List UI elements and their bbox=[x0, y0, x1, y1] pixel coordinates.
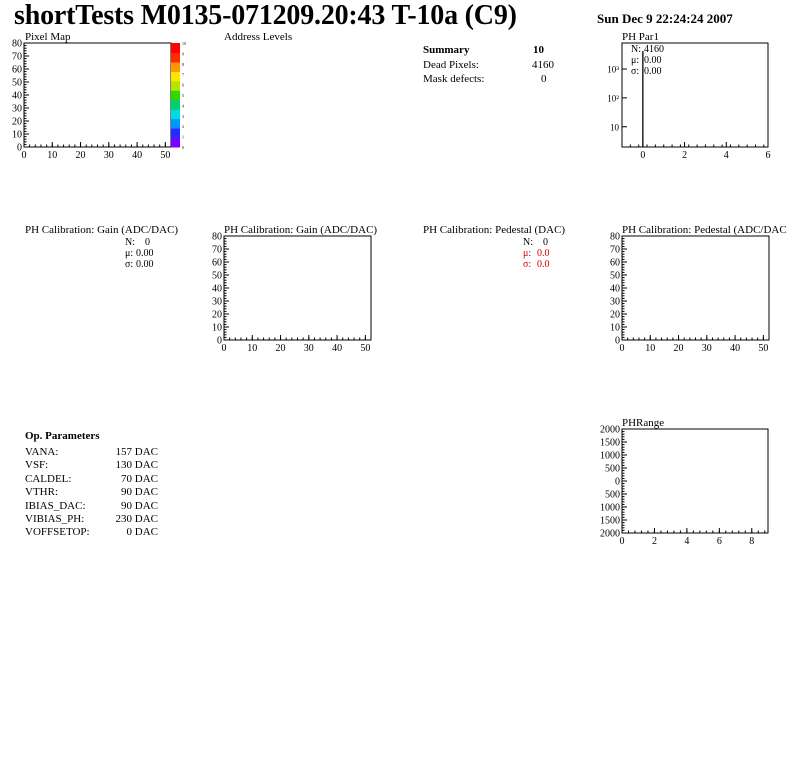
ph_range-ytick-label: 2000 bbox=[600, 424, 620, 436]
pedestal_map-frame bbox=[622, 236, 769, 340]
pedestal_map-ytick-label: 30 bbox=[610, 296, 620, 308]
summary-row-label: Dead Pixels: bbox=[423, 59, 479, 71]
timestamp: Sun Dec 9 22:24:24 2007 bbox=[597, 11, 733, 26]
gain_map-ytick-label: 60 bbox=[212, 257, 222, 269]
pixel-map-title: Pixel Map bbox=[25, 31, 71, 43]
stat-label: μ: bbox=[125, 248, 134, 259]
colorbar-segment bbox=[171, 138, 180, 148]
summary-row-label: Mask defects: bbox=[423, 73, 485, 85]
pedestal_map-ytick-label: 60 bbox=[610, 257, 620, 269]
colorbar-label: 8 bbox=[182, 61, 184, 67]
gain_map-xtick-label: 20 bbox=[275, 343, 286, 354]
gain_map-ytick-label: 30 bbox=[212, 296, 222, 308]
pedestal_map-xtick-label: 50 bbox=[758, 343, 769, 354]
pixel_map-xtick-label: 40 bbox=[132, 150, 143, 161]
gain_map-xtick-label: 50 bbox=[360, 343, 371, 354]
ph_range-ytick-label: 1500 bbox=[600, 437, 620, 449]
colorbar-segment bbox=[171, 119, 180, 129]
gain_map-ytick-label: 10 bbox=[212, 322, 222, 334]
op-param-value: 70 DAC bbox=[121, 472, 158, 485]
stat-value: 0.00 bbox=[644, 55, 662, 66]
gain_map-xtick-label: 0 bbox=[221, 343, 227, 354]
colorbar-label: 6 bbox=[182, 82, 184, 88]
summary-title: Summary bbox=[423, 44, 470, 56]
colorbar-label: 5 bbox=[182, 93, 184, 98]
ph_range-ytick-label: 1000 bbox=[600, 450, 620, 462]
ph_range-ytick-label: 1000 bbox=[600, 502, 620, 514]
colorbar-segment bbox=[171, 90, 180, 100]
ph_range-ytick-label: 500 bbox=[605, 463, 620, 475]
colorbar-segment bbox=[171, 52, 180, 62]
ph_range-frame bbox=[622, 429, 768, 533]
stat-label: N: bbox=[631, 44, 641, 55]
gain_map-ytick-label: 0 bbox=[217, 335, 222, 347]
stat-value: 0 bbox=[145, 237, 150, 248]
stat-label: μ: bbox=[523, 248, 532, 259]
pedestal_map-ytick-label: 0 bbox=[615, 335, 620, 347]
op-param-value: 230 DAC bbox=[115, 513, 158, 525]
pixel_map-xtick-label: 50 bbox=[160, 150, 171, 161]
stat-value: 4160 bbox=[644, 44, 664, 55]
pedestal_map-xtick-label: 0 bbox=[619, 343, 625, 354]
pixel_map-xtick-label: 30 bbox=[103, 150, 114, 161]
pixel_map-frame bbox=[24, 43, 171, 147]
gain_map-ytick-label: 20 bbox=[212, 309, 222, 321]
gain_map-xtick-label: 30 bbox=[303, 343, 314, 354]
stat-value: 0.0 bbox=[537, 259, 550, 270]
pedestal-map-title: PH Calibration: Pedestal (ADC/DAC bbox=[622, 224, 787, 236]
pedestal-stats-title: PH Calibration: Pedestal (DAC) bbox=[423, 224, 566, 236]
pixel_map-ytick-label: 0 bbox=[17, 142, 22, 154]
stat-value: 0 bbox=[543, 237, 548, 248]
gain_map-ytick-label: 70 bbox=[212, 244, 222, 256]
pixel_map-ytick-label: 50 bbox=[12, 77, 22, 89]
pixel_map-ytick-label: 60 bbox=[12, 64, 22, 76]
colorbar-label: 2 bbox=[182, 124, 184, 130]
colorbar-label: 4 bbox=[182, 103, 184, 109]
stat-label: σ: bbox=[523, 259, 532, 270]
colorbar-segment bbox=[171, 100, 180, 110]
gain_map-ytick-label: 40 bbox=[212, 283, 222, 295]
pixel_map-ytick-label: 70 bbox=[12, 51, 22, 63]
ph-par1-ytick-label: 10 bbox=[610, 122, 619, 133]
pedestal_map-ytick-label: 80 bbox=[610, 231, 620, 243]
pixel_map-xtick-label: 0 bbox=[21, 150, 27, 161]
ph_par1-xtick-label: 4 bbox=[723, 150, 729, 161]
stat-label: N: bbox=[125, 237, 135, 248]
op-param-label: VANA: bbox=[25, 446, 59, 458]
stat-value: 0.0 bbox=[537, 248, 550, 259]
op-param-label: VIBIAS_PH: bbox=[25, 513, 85, 525]
gain_map-ytick-label: 50 bbox=[212, 270, 222, 282]
pedestal_map-ytick-label: 20 bbox=[610, 309, 620, 321]
ph_range-ytick-label: 2000 bbox=[600, 528, 620, 540]
ph_range-xtick-label: 2 bbox=[651, 536, 657, 547]
ph_range-ytick-label: 0 bbox=[615, 476, 620, 488]
op-param-value: 90 DAC bbox=[121, 499, 158, 512]
ph_par1-xtick-label: 6 bbox=[765, 150, 771, 161]
ph-range-title: PHRange bbox=[622, 417, 665, 429]
ph_range-xtick-label: 4 bbox=[684, 536, 690, 547]
gain-map-title: PH Calibration: Gain (ADC/DAC) bbox=[224, 224, 378, 236]
colorbar-label: 0 bbox=[182, 145, 184, 150]
summary-value: 10 bbox=[533, 44, 544, 56]
ph_par1-xtick-label: 0 bbox=[640, 150, 646, 161]
op-param-value: 0 DAC bbox=[126, 526, 158, 539]
colorbar-segment bbox=[171, 71, 180, 81]
colorbar-segment bbox=[171, 81, 180, 91]
ph_range-xtick-label: 8 bbox=[749, 536, 755, 547]
colorbar-label: 1 bbox=[182, 134, 184, 140]
ph_par1-xtick-label: 2 bbox=[682, 150, 688, 161]
stat-label: μ: bbox=[631, 55, 640, 66]
stat-value: 0.00 bbox=[136, 248, 154, 259]
op-params-title: Op. Parameters bbox=[25, 430, 100, 442]
pixel_map-xtick-label: 10 bbox=[47, 150, 58, 161]
colorbar-label: 3 bbox=[182, 113, 184, 119]
pedestal_map-xtick-label: 30 bbox=[701, 343, 712, 354]
ph_range-xtick-label: 6 bbox=[716, 536, 722, 547]
ph_par1-frame bbox=[622, 43, 768, 147]
pedestal_map-ytick-label: 50 bbox=[610, 270, 620, 282]
pedestal_map-xtick-label: 10 bbox=[645, 343, 656, 354]
stat-value: 0.00 bbox=[136, 259, 154, 270]
pixel_map-ytick-label: 10 bbox=[12, 129, 22, 141]
address-levels-title: Address Levels bbox=[224, 31, 293, 43]
op-param-label: CALDEL: bbox=[25, 472, 72, 485]
op-param-value: 130 DAC bbox=[115, 459, 158, 472]
op-param-value: 90 DAC bbox=[121, 486, 158, 499]
pixel_map-ytick-label: 80 bbox=[12, 38, 22, 50]
colorbar-segment bbox=[171, 43, 180, 53]
op-param-label: VTHR: bbox=[25, 486, 58, 499]
page-title: shortTests M0135-071209.20:43 T-10a (C9) bbox=[14, 0, 517, 31]
pedestal_map-xtick-label: 20 bbox=[673, 343, 684, 354]
op-param-value: 157 DAC bbox=[115, 446, 158, 458]
pixel_map-xtick-label: 20 bbox=[75, 150, 86, 161]
pixel_map-ytick-label: 20 bbox=[12, 116, 22, 128]
stat-label: N: bbox=[523, 237, 533, 248]
gain_map-xtick-label: 10 bbox=[247, 343, 258, 354]
ph_range-xtick-label: 0 bbox=[619, 536, 625, 547]
gain-stats-title: PH Calibration: Gain (ADC/DAC) bbox=[25, 224, 179, 236]
colorbar-segment bbox=[171, 109, 180, 119]
pedestal_map-ytick-label: 10 bbox=[610, 322, 620, 334]
ph-par1-ytick-label: 10² bbox=[607, 93, 619, 104]
gain_map-xtick-label: 40 bbox=[332, 343, 343, 354]
pedestal_map-ytick-label: 40 bbox=[610, 283, 620, 295]
pixel_map-ytick-label: 30 bbox=[12, 103, 22, 115]
gain_map-ytick-label: 80 bbox=[212, 231, 222, 243]
colorbar-label: 9 bbox=[182, 51, 184, 57]
gain_map-frame bbox=[224, 236, 371, 340]
colorbar-segment bbox=[171, 62, 180, 72]
ph-par1-title: PH Par1 bbox=[622, 31, 659, 43]
stat-label: σ: bbox=[125, 259, 134, 270]
ph_range-ytick-label: 1500 bbox=[600, 515, 620, 527]
stat-value: 0.00 bbox=[644, 66, 662, 77]
ph-par1-ytick-label: 10³ bbox=[607, 64, 619, 75]
pedestal_map-xtick-label: 40 bbox=[730, 343, 741, 354]
op-param-label: VOFFSETOP: bbox=[25, 526, 90, 539]
op-param-label: IBIAS_DAC: bbox=[25, 499, 86, 512]
summary-row-value: 4160 bbox=[532, 59, 554, 71]
stat-label: σ: bbox=[631, 66, 640, 77]
summary-row-value: 0 bbox=[541, 73, 547, 85]
op-param-label: VSF: bbox=[25, 459, 49, 472]
ph_range-ytick-label: 500 bbox=[605, 489, 620, 501]
colorbar-label: 7 bbox=[182, 72, 184, 78]
colorbar-label: 10 bbox=[182, 41, 186, 46]
pedestal_map-ytick-label: 70 bbox=[610, 244, 620, 256]
colorbar-segment bbox=[171, 128, 180, 138]
pixel_map-ytick-label: 40 bbox=[12, 90, 22, 102]
